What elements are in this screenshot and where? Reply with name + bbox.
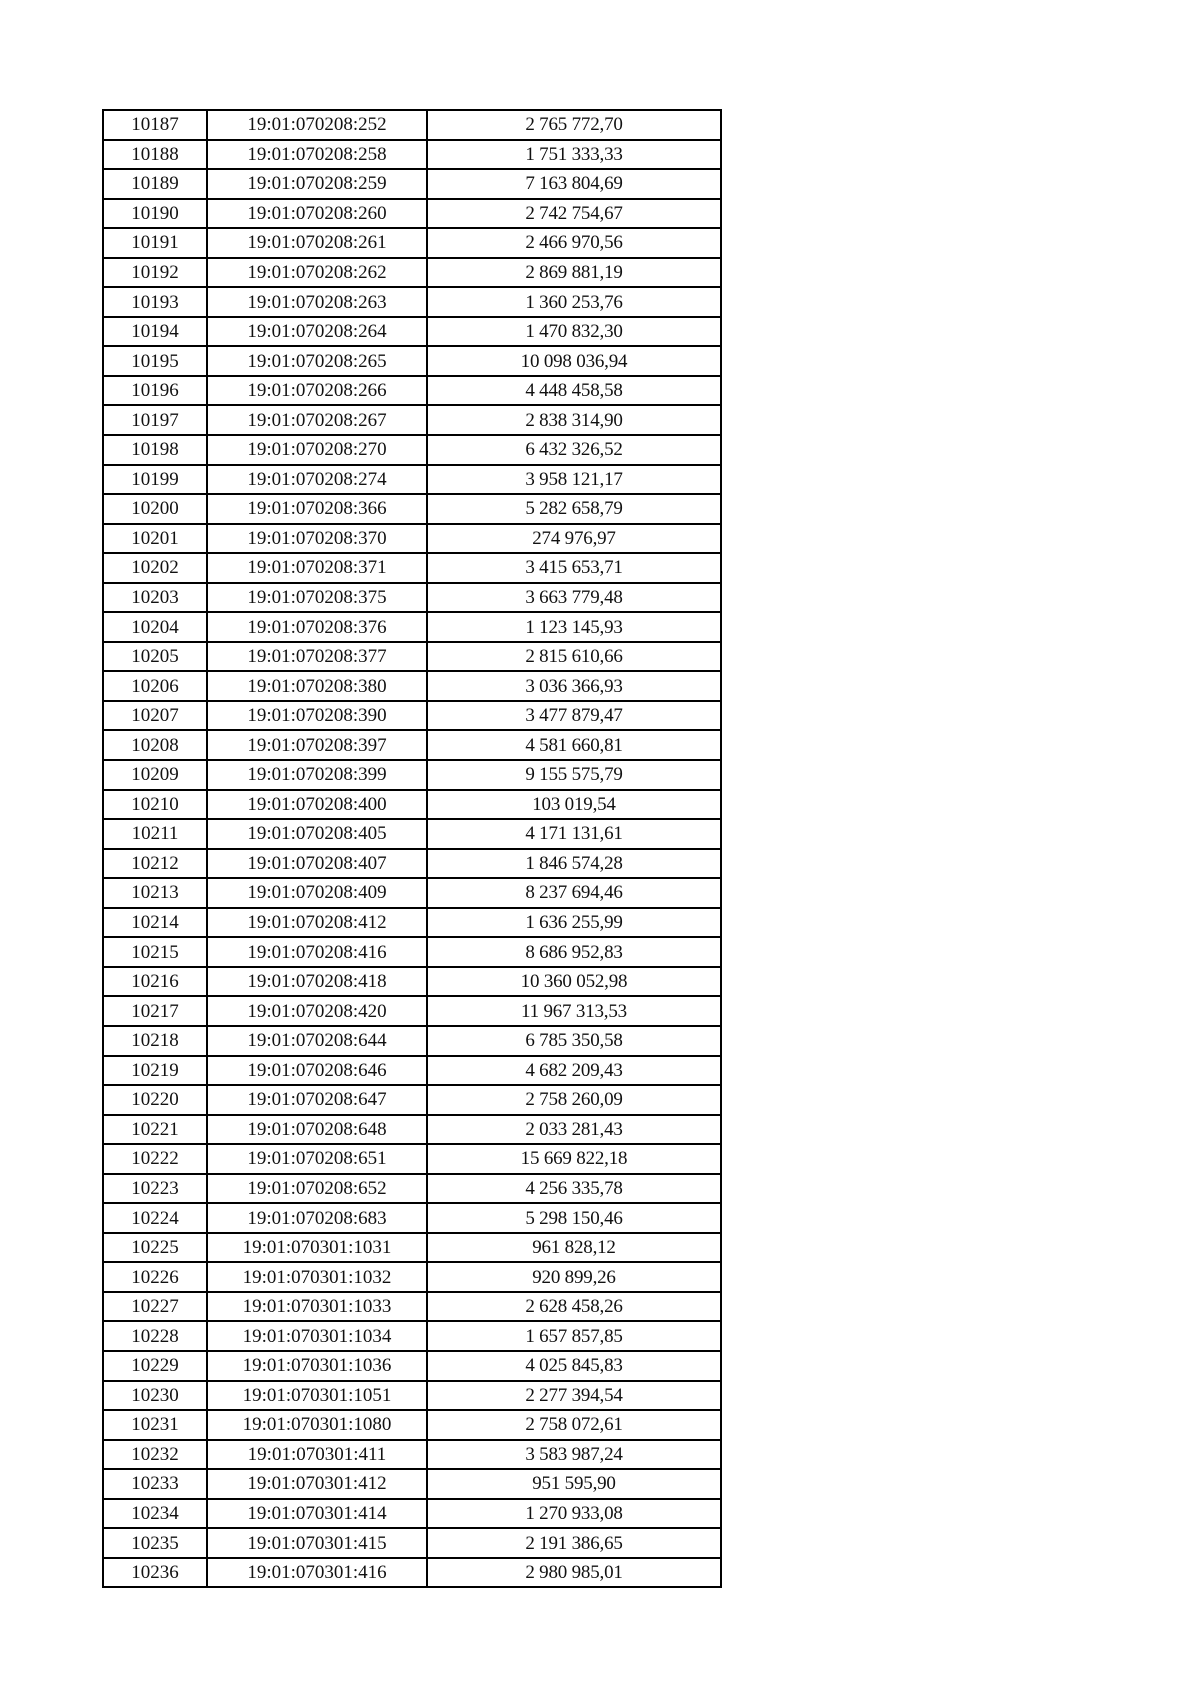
cadastral-value-cell: 920 899,26 (427, 1262, 721, 1292)
row-number-cell: 10229 (103, 1351, 207, 1381)
table-row (103, 819, 721, 849)
cadastral-value-cell: 1 123 145,93 (427, 612, 721, 642)
cadastral-number-cell: 19:01:070301:1051 (207, 1381, 427, 1411)
cadastral-value-cell: 11 967 313,53 (427, 996, 721, 1026)
cadastral-value-cell: 2 742 754,67 (427, 199, 721, 229)
cadastral-value-cell: 4 581 660,81 (427, 730, 721, 760)
table-row (103, 1174, 721, 1204)
cadastral-number-cell: 19:01:070301:412 (207, 1469, 427, 1499)
row-number-cell: 10191 (103, 228, 207, 258)
table-row (103, 849, 721, 879)
row-number-cell: 10231 (103, 1410, 207, 1440)
table-row (103, 642, 721, 672)
row-number-cell: 10194 (103, 317, 207, 347)
cadastral-number-cell: 19:01:070208:270 (207, 435, 427, 465)
cadastral-value-cell: 103 019,54 (427, 790, 721, 820)
cadastral-number-cell: 19:01:070208:371 (207, 553, 427, 583)
cadastral-number-cell: 19:01:070208:266 (207, 376, 427, 406)
cadastral-number-cell: 19:01:070208:399 (207, 760, 427, 790)
cadastral-value-cell: 3 958 121,17 (427, 465, 721, 495)
cadastral-number-cell: 19:01:070301:1032 (207, 1262, 427, 1292)
cadastral-value-cell: 9 155 575,79 (427, 760, 721, 790)
cadastral-value-cell: 1 270 933,08 (427, 1499, 721, 1529)
cadastral-value-cell: 1 360 253,76 (427, 287, 721, 317)
table-row (103, 346, 721, 376)
row-number-cell: 10214 (103, 908, 207, 938)
row-number-cell: 10236 (103, 1558, 207, 1588)
table-row (103, 1085, 721, 1115)
table-row (103, 553, 721, 583)
row-number-cell: 10205 (103, 642, 207, 672)
row-number-cell: 10198 (103, 435, 207, 465)
table-row (103, 701, 721, 731)
table-row (103, 1558, 721, 1588)
cadastral-value-cell: 2 765 772,70 (427, 110, 721, 140)
row-number-cell: 10203 (103, 583, 207, 613)
row-number-cell: 10227 (103, 1292, 207, 1322)
cadastral-number-cell: 19:01:070208:265 (207, 346, 427, 376)
cadastral-value-cell: 2 980 985,01 (427, 1558, 721, 1588)
cadastral-value-cell: 4 256 335,78 (427, 1174, 721, 1204)
table-row (103, 140, 721, 170)
table-row (103, 790, 721, 820)
cadastral-number-cell: 19:01:070208:375 (207, 583, 427, 613)
table-row (103, 258, 721, 288)
cadastral-value-cell: 10 360 052,98 (427, 967, 721, 997)
cadastral-number-cell: 19:01:070208:652 (207, 1174, 427, 1204)
cadastral-number-cell: 19:01:070301:1036 (207, 1351, 427, 1381)
cadastral-number-cell: 19:01:070301:416 (207, 1558, 427, 1588)
table-row (103, 1115, 721, 1145)
cadastral-number-cell: 19:01:070301:1033 (207, 1292, 427, 1322)
table-row (103, 287, 721, 317)
table-row (103, 1233, 721, 1263)
table-row (103, 376, 721, 406)
row-number-cell: 10209 (103, 760, 207, 790)
cadastral-number-cell: 19:01:070301:1080 (207, 1410, 427, 1440)
table-row (103, 524, 721, 554)
row-number-cell: 10216 (103, 967, 207, 997)
cadastral-number-cell: 19:01:070208:646 (207, 1056, 427, 1086)
cadastral-number-cell: 19:01:070208:390 (207, 701, 427, 731)
table-row (103, 199, 721, 229)
cadastral-number-cell: 19:01:070208:370 (207, 524, 427, 554)
cadastral-number-cell: 19:01:070208:400 (207, 790, 427, 820)
cadastral-value-cell: 2 191 386,65 (427, 1528, 721, 1558)
row-number-cell: 10233 (103, 1469, 207, 1499)
row-number-cell: 10215 (103, 937, 207, 967)
row-number-cell: 10232 (103, 1440, 207, 1470)
table-row (103, 435, 721, 465)
cadastral-value-cell: 2 758 072,61 (427, 1410, 721, 1440)
cadastral-value-cell: 2 869 881,19 (427, 258, 721, 288)
row-number-cell: 10208 (103, 730, 207, 760)
cadastral-value-cell: 5 282 658,79 (427, 494, 721, 524)
cadastral-number-cell: 19:01:070301:1034 (207, 1321, 427, 1351)
row-number-cell: 10220 (103, 1085, 207, 1115)
cadastral-number-cell: 19:01:070208:376 (207, 612, 427, 642)
cadastral-number-cell: 19:01:070208:405 (207, 819, 427, 849)
cadastral-number-cell: 19:01:070208:260 (207, 199, 427, 229)
table-row (103, 1528, 721, 1558)
cadastral-value-cell: 6 432 326,52 (427, 435, 721, 465)
row-number-cell: 10210 (103, 790, 207, 820)
cadastral-number-cell: 19:01:070208:259 (207, 169, 427, 199)
table-row (103, 996, 721, 1026)
table-row (103, 169, 721, 199)
row-number-cell: 10219 (103, 1056, 207, 1086)
cadastral-number-cell: 19:01:070301:411 (207, 1440, 427, 1470)
row-number-cell: 10199 (103, 465, 207, 495)
cadastral-value-cell: 2 466 970,56 (427, 228, 721, 258)
table-row (103, 465, 721, 495)
row-number-cell: 10226 (103, 1262, 207, 1292)
table-row (103, 1381, 721, 1411)
table-row (103, 878, 721, 908)
table-row (103, 1499, 721, 1529)
table-row (103, 1144, 721, 1174)
table-row (103, 405, 721, 435)
cadastral-value-cell: 961 828,12 (427, 1233, 721, 1263)
cadastral-value-cell: 1 751 333,33 (427, 140, 721, 170)
cadastral-number-cell: 19:01:070208:644 (207, 1026, 427, 1056)
cadastral-number-cell: 19:01:070301:1031 (207, 1233, 427, 1263)
row-number-cell: 10187 (103, 110, 207, 140)
table-row (103, 583, 721, 613)
table-row (103, 1292, 721, 1322)
row-number-cell: 10188 (103, 140, 207, 170)
row-number-cell: 10217 (103, 996, 207, 1026)
cadastral-value-cell: 10 098 036,94 (427, 346, 721, 376)
table-row (103, 110, 721, 140)
cadastral-number-cell: 19:01:070301:415 (207, 1528, 427, 1558)
table-row (103, 1321, 721, 1351)
table-row (103, 1026, 721, 1056)
row-number-cell: 10223 (103, 1174, 207, 1204)
row-number-cell: 10189 (103, 169, 207, 199)
cadastral-number-cell: 19:01:070208:252 (207, 110, 427, 140)
table-row (103, 1056, 721, 1086)
row-number-cell: 10218 (103, 1026, 207, 1056)
table-row (103, 1351, 721, 1381)
cadastral-value-cell: 4 448 458,58 (427, 376, 721, 406)
cadastral-value-cell: 2 838 314,90 (427, 405, 721, 435)
cadastral-value-cell: 6 785 350,58 (427, 1026, 721, 1056)
cadastral-value-cell: 2 033 281,43 (427, 1115, 721, 1145)
table-row (103, 1410, 721, 1440)
row-number-cell: 10196 (103, 376, 207, 406)
row-number-cell: 10201 (103, 524, 207, 554)
table-row (103, 317, 721, 347)
row-number-cell: 10234 (103, 1499, 207, 1529)
table-row (103, 1469, 721, 1499)
cadastral-number-cell: 19:01:070208:397 (207, 730, 427, 760)
row-number-cell: 10230 (103, 1381, 207, 1411)
table-row (103, 967, 721, 997)
cadastral-number-cell: 19:01:070208:262 (207, 258, 427, 288)
table-row (103, 228, 721, 258)
row-number-cell: 10193 (103, 287, 207, 317)
cadastral-value-cell: 951 595,90 (427, 1469, 721, 1499)
row-number-cell: 10212 (103, 849, 207, 879)
row-number-cell: 10224 (103, 1203, 207, 1233)
cadastral-number-cell: 19:01:070301:414 (207, 1499, 427, 1529)
cadastral-value-cell: 15 669 822,18 (427, 1144, 721, 1174)
cadastral-number-cell: 19:01:070208:267 (207, 405, 427, 435)
cadastral-number-cell: 19:01:070208:647 (207, 1085, 427, 1115)
cadastral-value-cell: 1 470 832,30 (427, 317, 721, 347)
table-body (103, 110, 721, 1587)
cadastral-number-cell: 19:01:070208:420 (207, 996, 427, 1026)
cadastral-value-cell: 3 036 366,93 (427, 671, 721, 701)
cadastral-number-cell: 19:01:070208:263 (207, 287, 427, 317)
row-number-cell: 10207 (103, 701, 207, 731)
cadastral-number-cell: 19:01:070208:651 (207, 1144, 427, 1174)
cadastral-number-cell: 19:01:070208:380 (207, 671, 427, 701)
row-number-cell: 10221 (103, 1115, 207, 1145)
cadastral-number-cell: 19:01:070208:366 (207, 494, 427, 524)
cadastral-value-cell: 2 277 394,54 (427, 1381, 721, 1411)
cadastral-number-cell: 19:01:070208:648 (207, 1115, 427, 1145)
cadastral-value-cell: 4 025 845,83 (427, 1351, 721, 1381)
cadastral-number-cell: 19:01:070208:258 (207, 140, 427, 170)
cadastral-value-cell: 4 682 209,43 (427, 1056, 721, 1086)
row-number-cell: 10222 (103, 1144, 207, 1174)
table-row (103, 494, 721, 524)
cadastral-value-cell: 1 657 857,85 (427, 1321, 721, 1351)
row-number-cell: 10211 (103, 819, 207, 849)
cadastral-number-cell: 19:01:070208:683 (207, 1203, 427, 1233)
cadastral-value-cell: 3 663 779,48 (427, 583, 721, 613)
row-number-cell: 10202 (103, 553, 207, 583)
cadastral-value-cell: 3 583 987,24 (427, 1440, 721, 1470)
row-number-cell: 10195 (103, 346, 207, 376)
cadastral-value-cell: 1 636 255,99 (427, 908, 721, 938)
cadastral-number-cell: 19:01:070208:377 (207, 642, 427, 672)
cadastral-number-cell: 19:01:070208:261 (207, 228, 427, 258)
row-number-cell: 10200 (103, 494, 207, 524)
cadastral-value-cell: 4 171 131,61 (427, 819, 721, 849)
table-row (103, 1203, 721, 1233)
cadastral-value-cell: 1 846 574,28 (427, 849, 721, 879)
row-number-cell: 10204 (103, 612, 207, 642)
table-row (103, 1262, 721, 1292)
cadastral-number-cell: 19:01:070208:416 (207, 937, 427, 967)
cadastral-value-cell: 274 976,97 (427, 524, 721, 554)
table-row (103, 730, 721, 760)
cadastral-number-cell: 19:01:070208:412 (207, 908, 427, 938)
row-number-cell: 10225 (103, 1233, 207, 1263)
row-number-cell: 10197 (103, 405, 207, 435)
table-row (103, 937, 721, 967)
cadastral-number-cell: 19:01:070208:418 (207, 967, 427, 997)
cadastral-value-cell: 2 628 458,26 (427, 1292, 721, 1322)
table-row (103, 908, 721, 938)
table-row (103, 1440, 721, 1470)
cadastral-value-cell: 5 298 150,46 (427, 1203, 721, 1233)
cadastral-value-cell: 3 415 653,71 (427, 553, 721, 583)
cadastral-number-cell: 19:01:070208:407 (207, 849, 427, 879)
row-number-cell: 10190 (103, 199, 207, 229)
table-row (103, 612, 721, 642)
cadastral-value-cell: 2 758 260,09 (427, 1085, 721, 1115)
cadastral-value-cell: 8 686 952,83 (427, 937, 721, 967)
cadastral-value-cell: 3 477 879,47 (427, 701, 721, 731)
cadastral-value-cell: 8 237 694,46 (427, 878, 721, 908)
cadastral-value-table (102, 109, 722, 1588)
row-number-cell: 10228 (103, 1321, 207, 1351)
cadastral-value-cell: 7 163 804,69 (427, 169, 721, 199)
cadastral-number-cell: 19:01:070208:264 (207, 317, 427, 347)
table-row (103, 760, 721, 790)
row-number-cell: 10206 (103, 671, 207, 701)
row-number-cell: 10213 (103, 878, 207, 908)
cadastral-number-cell: 19:01:070208:274 (207, 465, 427, 495)
cadastral-number-cell: 19:01:070208:409 (207, 878, 427, 908)
row-number-cell: 10192 (103, 258, 207, 288)
table-row (103, 671, 721, 701)
row-number-cell: 10235 (103, 1528, 207, 1558)
cadastral-value-cell: 2 815 610,66 (427, 642, 721, 672)
